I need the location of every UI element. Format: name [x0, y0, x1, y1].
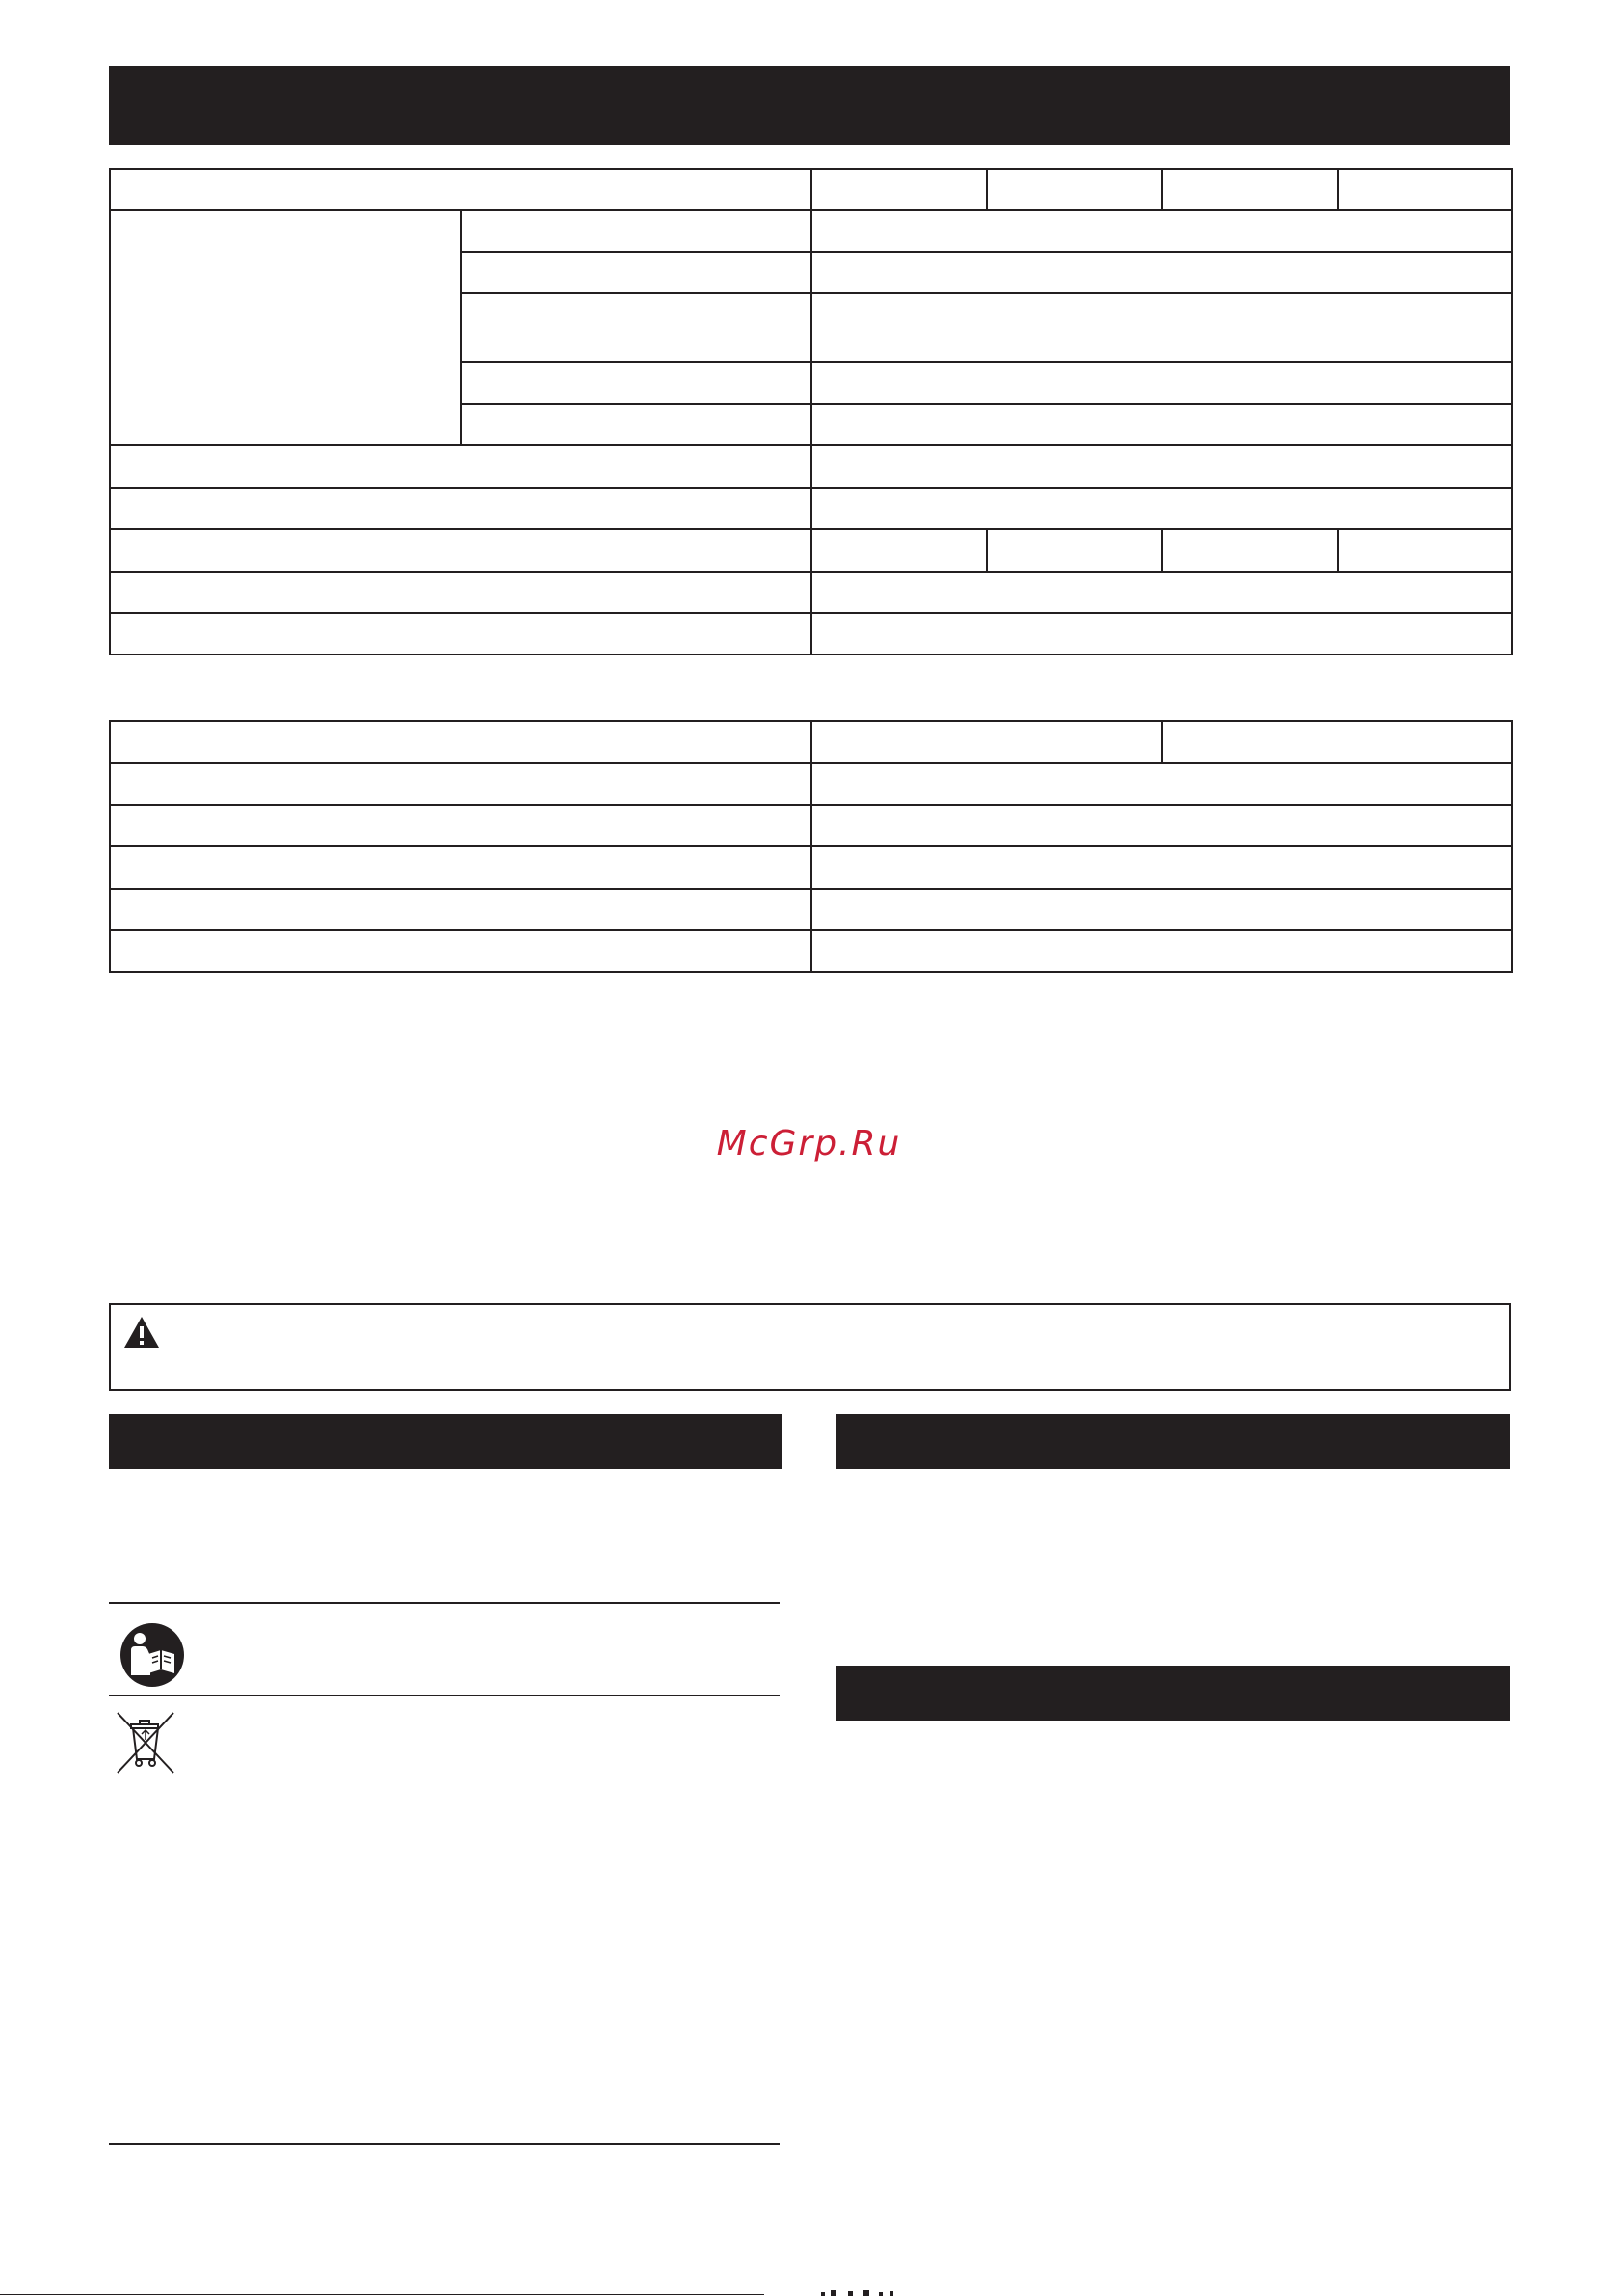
table-cell — [811, 362, 1512, 404]
table-cell — [110, 529, 811, 572]
table-cell — [110, 805, 811, 846]
accessory-table — [109, 720, 1513, 973]
table-cell — [110, 721, 811, 763]
table-row — [110, 889, 1512, 930]
warning-triangle-icon — [122, 1315, 161, 1349]
read-manual-icon — [119, 1621, 186, 1689]
table-cell — [811, 930, 1512, 972]
table-cell — [110, 846, 811, 889]
table-cell — [811, 889, 1512, 930]
section-bar-left — [109, 1414, 782, 1469]
warning-box — [109, 1303, 1511, 1391]
table-cell — [811, 529, 987, 572]
table-row — [110, 445, 1512, 488]
table-cell — [1338, 169, 1512, 210]
table-row — [110, 930, 1512, 972]
table-cell — [811, 572, 1512, 613]
table-row — [110, 721, 1512, 763]
table-cell — [461, 210, 811, 252]
table-cell — [110, 930, 811, 972]
table-cell — [110, 572, 811, 613]
table-cell — [461, 252, 811, 293]
table-cell — [811, 210, 1512, 252]
table-cell — [811, 169, 987, 210]
divider — [109, 1695, 780, 1696]
table-cell — [811, 721, 1162, 763]
table-row — [110, 805, 1512, 846]
table-cell — [1162, 169, 1338, 210]
table-row — [110, 488, 1512, 529]
table-row — [110, 763, 1512, 805]
header-bar — [109, 66, 1510, 145]
table-cell — [811, 293, 1512, 362]
table-row — [110, 846, 1512, 889]
table-cell — [110, 613, 811, 654]
table-cell — [987, 169, 1162, 210]
section-bar-right-lower — [836, 1666, 1510, 1721]
footer-fragment — [808, 2283, 923, 2296]
watermark-text: McGrp.Ru — [716, 1124, 902, 1163]
table-row — [110, 613, 1512, 654]
table-cell — [1162, 529, 1338, 572]
table-row — [110, 210, 1512, 252]
section-bar-right — [836, 1414, 1510, 1469]
table-cell — [1338, 529, 1512, 572]
footer-rule — [0, 2294, 764, 2295]
table-cell — [811, 252, 1512, 293]
table-cell — [811, 404, 1512, 445]
table-cell — [811, 445, 1512, 488]
table-cell — [461, 293, 811, 362]
table-cell — [110, 763, 811, 805]
table-cell — [110, 889, 811, 930]
table-cell — [987, 529, 1162, 572]
table-cell — [110, 210, 461, 445]
table-cell — [110, 169, 811, 210]
watermark — [0, 1124, 1618, 1163]
table-cell — [811, 763, 1512, 805]
table-cell — [461, 362, 811, 404]
table-row — [110, 572, 1512, 613]
table-row — [110, 169, 1512, 210]
table-cell — [811, 805, 1512, 846]
table-cell — [811, 846, 1512, 889]
divider — [109, 1602, 780, 1604]
table-cell — [811, 488, 1512, 529]
table-cell — [461, 404, 811, 445]
table-row — [110, 529, 1512, 572]
table-cell — [1162, 721, 1512, 763]
divider — [109, 2143, 780, 2145]
table-cell — [110, 488, 811, 529]
crossed-out-wheelie-bin-icon — [116, 1711, 175, 1775]
table-cell — [110, 445, 811, 488]
table-cell — [811, 613, 1512, 654]
specification-table — [109, 168, 1513, 655]
